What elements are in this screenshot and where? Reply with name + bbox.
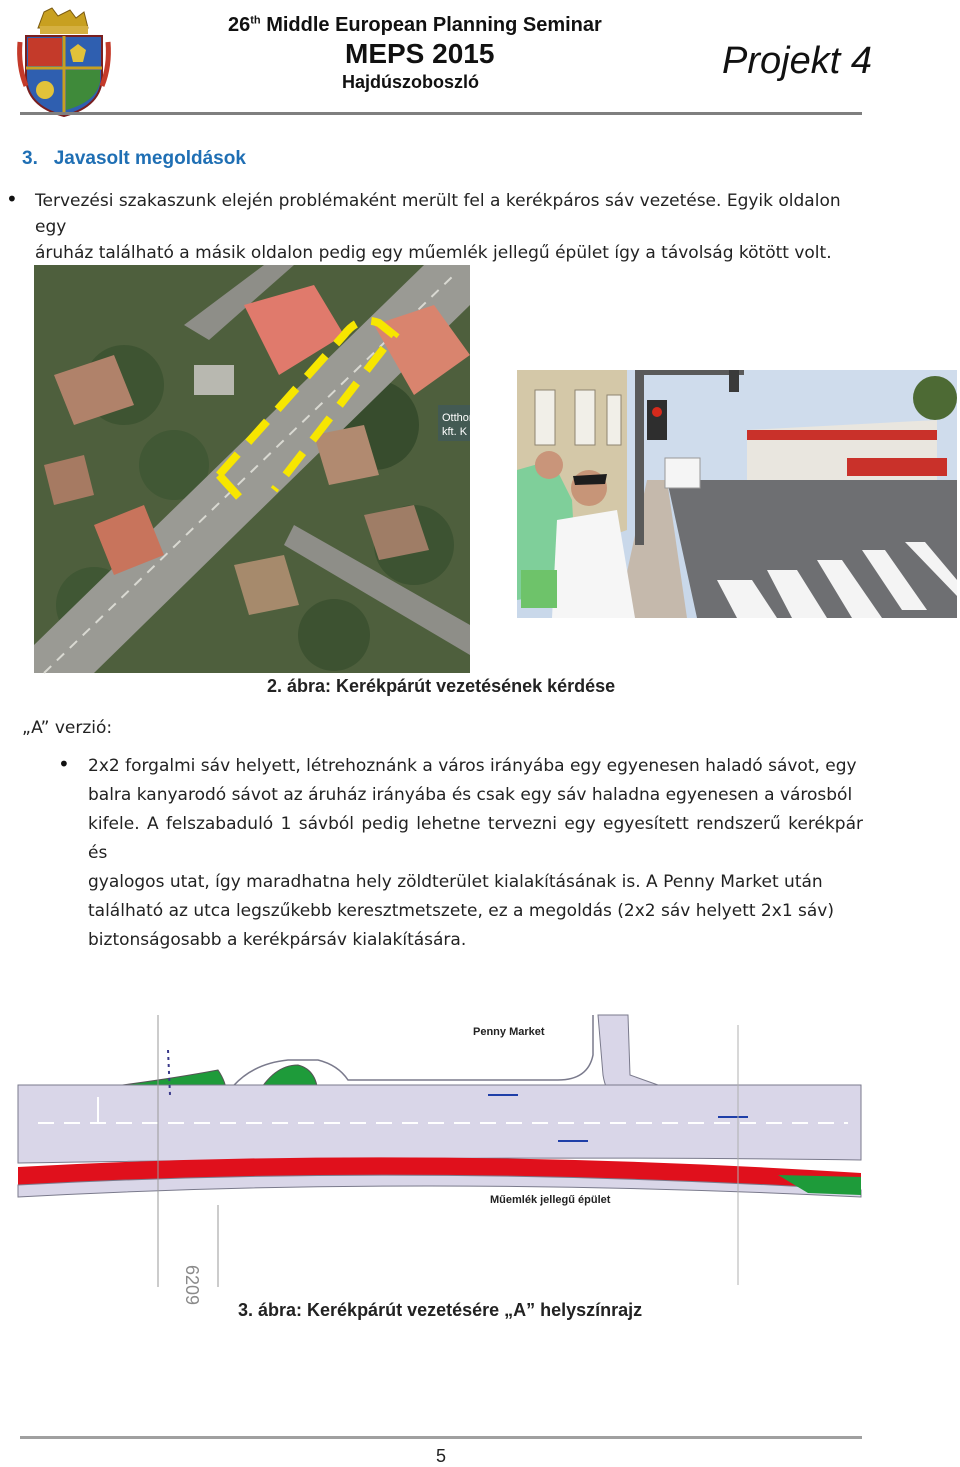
intro-line-2: áruház található a másik oldalon pedig egy műemlék jellegű épület így a távolság kötött volt. (35, 243, 832, 263)
version-line: kifele. A felszabaduló 1 sávból pedig lehetne tervezni egy egyesített rendszerű kerékpár és (88, 814, 863, 863)
figure-3-caption: 3. ábra: Kerékpárút vezetésére „A” helyszínrajz (238, 1300, 643, 1320)
street-photo-image (517, 370, 957, 618)
monument-building-label: Műemlék jellegű épület (490, 1194, 611, 1206)
version-line: található az utca legszűkebb keresztmetszete, ez a megoldás (2x2 sáv helyett 2x1 sáv) (88, 901, 834, 921)
map-label-1: Otthon (442, 412, 476, 424)
version-line: balra kanyarodó sávot az áruház irányába és csak egy sáv haladna egyenesen a városból (88, 785, 853, 805)
project-label: Projekt 4 (722, 40, 872, 82)
satellite-map-image (34, 265, 476, 673)
bullet-dot-icon: • (58, 752, 70, 776)
version-line: gyalogos utat, így maradhatna hely zöldterület kialakításának is. A Penny Market után (88, 872, 823, 892)
header-divider (20, 112, 862, 115)
footer-divider (20, 1436, 862, 1439)
version-paragraph (88, 752, 863, 955)
section-number: 3. (22, 148, 38, 169)
penny-market-label: Penny Market (473, 1026, 545, 1038)
section-heading (22, 148, 246, 170)
version-line: 2x2 forgalmi sáv helyett, létrehoznánk a város irányába egy egyenesen haladó sávot, egy (88, 756, 857, 776)
coat-of-arms-logo (18, 6, 110, 118)
site-plan-drawing (18, 1015, 861, 1306)
version-label: „A” verzió: (22, 718, 113, 738)
seminar-title: 26th Middle European Planning Seminar (228, 14, 602, 36)
road-number-label: 6209 (182, 1265, 202, 1306)
intro-line-1: Tervezési szakaszunk elején problémaként merült fel a kerékpáros sáv vezetése. Egyik oldalon egy (35, 191, 841, 237)
bullet-dot-icon: • (6, 187, 18, 211)
event-city: Hajdúszoboszló (342, 72, 480, 92)
intro-paragraph (35, 188, 865, 266)
figure-2-caption: 2. ábra: Kerékpárút vezetésének kérdése (267, 676, 616, 696)
version-line: biztonságosabb a kerékpársáv kialakítására. (88, 930, 467, 950)
event-name: MEPS 2015 (345, 38, 495, 69)
page-number: 5 (436, 1446, 447, 1466)
map-label-2: kft. K (442, 426, 468, 438)
section-title: Javasolt megoldások (53, 148, 246, 169)
